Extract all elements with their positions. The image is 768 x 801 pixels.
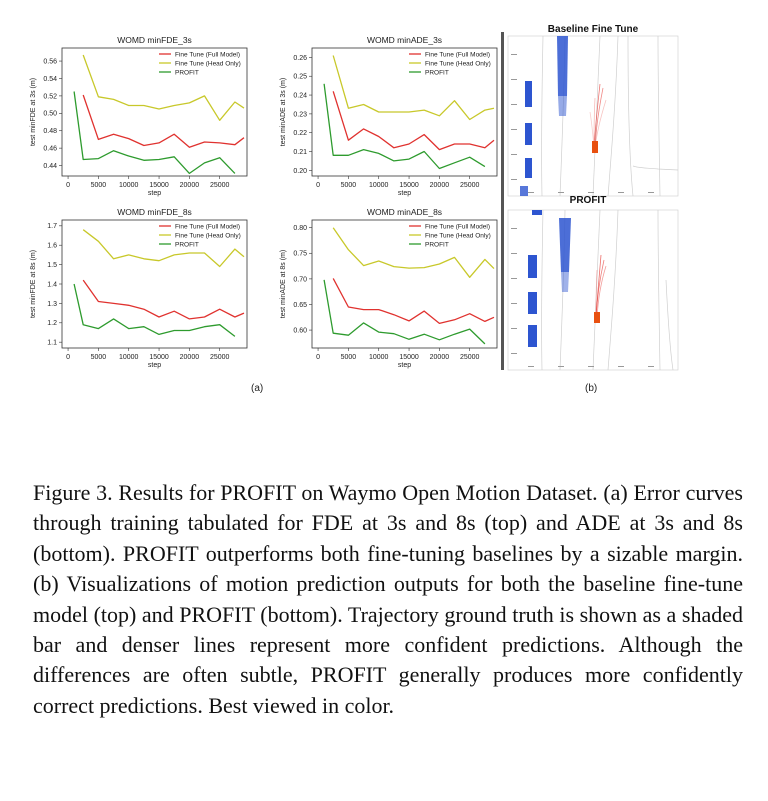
x-tick-label: 10000 [118,182,139,189]
x-tick-label: 20000 [179,354,200,361]
legend-label: Fine Tune (Head Only) [175,232,241,240]
x-tick-label: 0 [316,182,321,189]
y-tick-label: 0.56 [43,58,57,66]
x-axis-label: step [147,362,162,369]
legend-label: Fine Tune (Full Model) [425,51,491,59]
y-axis-label: test minADE at 8s (m) [280,249,287,319]
viz-profit-plot [508,210,678,370]
y-tick-label: 1.3 [47,300,57,308]
y-tick-label: 0.26 [293,54,307,62]
y-tick-label: 0.75 [293,250,307,258]
legend-label: Fine Tune (Head Only) [425,232,491,240]
viz-baseline-plot [508,36,678,196]
x-tick-label: 15000 [149,182,169,189]
y-tick-label: 0.60 [293,327,307,335]
legend-label: Fine Tune (Full Model) [175,51,241,59]
legend-label: Fine Tune (Full Model) [425,223,491,231]
y-tick-label: 1.4 [47,281,57,289]
x-tick-label: 5000 [340,182,357,189]
series-line-profit [74,284,235,336]
y-tick-label: 0.46 [43,145,57,153]
chart-title: WOMD minADE_3s [366,35,443,45]
x-tick-label: 0 [66,354,71,361]
y-tick-label: 0.80 [293,225,307,233]
y-tick-label: 1.6 [47,242,57,250]
x-axis-label: step [397,190,412,197]
legend-label: Fine Tune (Head Only) [175,60,241,68]
panel-b-label: (b) [585,383,598,394]
y-tick-label: 1.7 [47,223,57,231]
x-tick-label: 15000 [399,182,419,189]
series-line-profit [74,92,235,174]
series-line-profit [324,84,485,169]
x-tick-label: 25000 [209,182,230,189]
series-line-full [333,278,494,323]
x-axis-label: step [397,362,412,369]
y-tick-label: 1.2 [47,320,57,328]
legend-label: PROFIT [425,69,449,77]
y-axis-label: test minFDE at 3s (m) [30,77,37,147]
x-tick-label: 15000 [399,354,419,361]
x-tick-label: 10000 [118,354,139,361]
y-tick-label: 0.50 [43,110,57,118]
figure-caption: Figure 3. Results for PROFIT on Waymo Open Motion Dataset. (a) Error curves through training tabulated for FDE at 3s and 8s (top) and ADE at 3s and 8s (bottom). PROFIT outperforms both fine-tuning baselines by a sizable margin. (b) Visualizations of motion prediction outputs for both the baseline fine-tune model (top) and PROFIT (bottom). Trajectory ground truth is shown as a shaded bar and denser lines represent more confident predictions. Although the differences are often subtle, PROFIT generally produces more confidently correct predictions. Best viewed in color. [33,480,743,718]
y-axis-label: test minFDE at 8s (m) [30,249,37,319]
x-tick-label: 5000 [90,354,107,361]
x-tick-label: 0 [316,354,321,361]
chart-minade-3s [250,30,505,205]
legend-label: PROFIT [175,241,199,249]
x-tick-label: 20000 [179,182,200,189]
chart-title: WOMD minFDE_3s [117,35,192,45]
x-tick-label: 25000 [459,182,480,189]
legend-label: Fine Tune (Full Model) [175,223,241,231]
y-tick-label: 0.21 [293,148,307,156]
x-tick-label: 20000 [429,354,450,361]
ground-truth-bar [557,36,568,116]
panel-a-label: (a) [251,383,264,394]
y-tick-label: 0.22 [293,130,307,138]
chart-minfde-8s [0,202,255,377]
y-tick-label: 0.44 [43,162,57,170]
y-tick-label: 0.70 [293,276,307,284]
y-tick-label: 0.54 [43,75,57,83]
x-tick-label: 5000 [90,182,107,189]
y-tick-label: 1.5 [47,262,57,270]
y-tick-label: 0.65 [293,301,307,309]
x-tick-label: 25000 [459,354,480,361]
x-tick-label: 5000 [340,354,357,361]
y-tick-label: 0.24 [293,92,307,100]
y-tick-label: 0.25 [293,73,307,81]
legend-label: PROFIT [425,241,449,249]
legend-label: Fine Tune (Head Only) [425,60,491,68]
legend-label: PROFIT [175,69,199,77]
y-tick-label: 0.52 [43,93,57,101]
chart-minfde-3s [0,30,255,205]
agent-vehicle [592,141,598,153]
y-tick-label: 0.20 [293,167,307,175]
x-tick-label: 15000 [149,354,169,361]
y-tick-label: 1.1 [47,339,57,347]
chart-title: WOMD minFDE_8s [117,207,192,217]
chart-minade-8s [250,202,505,377]
series-line-profit [324,280,485,344]
x-tick-label: 10000 [368,182,389,189]
chart-title: WOMD minADE_8s [366,207,443,217]
x-tick-label: 10000 [368,354,389,361]
viz-top-title: Baseline Fine Tune [547,24,639,35]
x-tick-label: 25000 [209,354,230,361]
x-tick-label: 0 [66,182,71,189]
series-line-full [83,280,244,319]
x-axis-label: step [147,190,162,197]
y-axis-label: test minADE at 3s (m) [280,77,287,147]
series-line-full [83,95,244,147]
x-tick-label: 20000 [429,182,450,189]
series-line-full [333,91,494,149]
y-tick-label: 0.48 [43,128,57,136]
y-tick-label: 0.23 [293,111,307,119]
viz-bottom-title: PROFIT [569,195,607,206]
agent-vehicle [594,312,600,323]
